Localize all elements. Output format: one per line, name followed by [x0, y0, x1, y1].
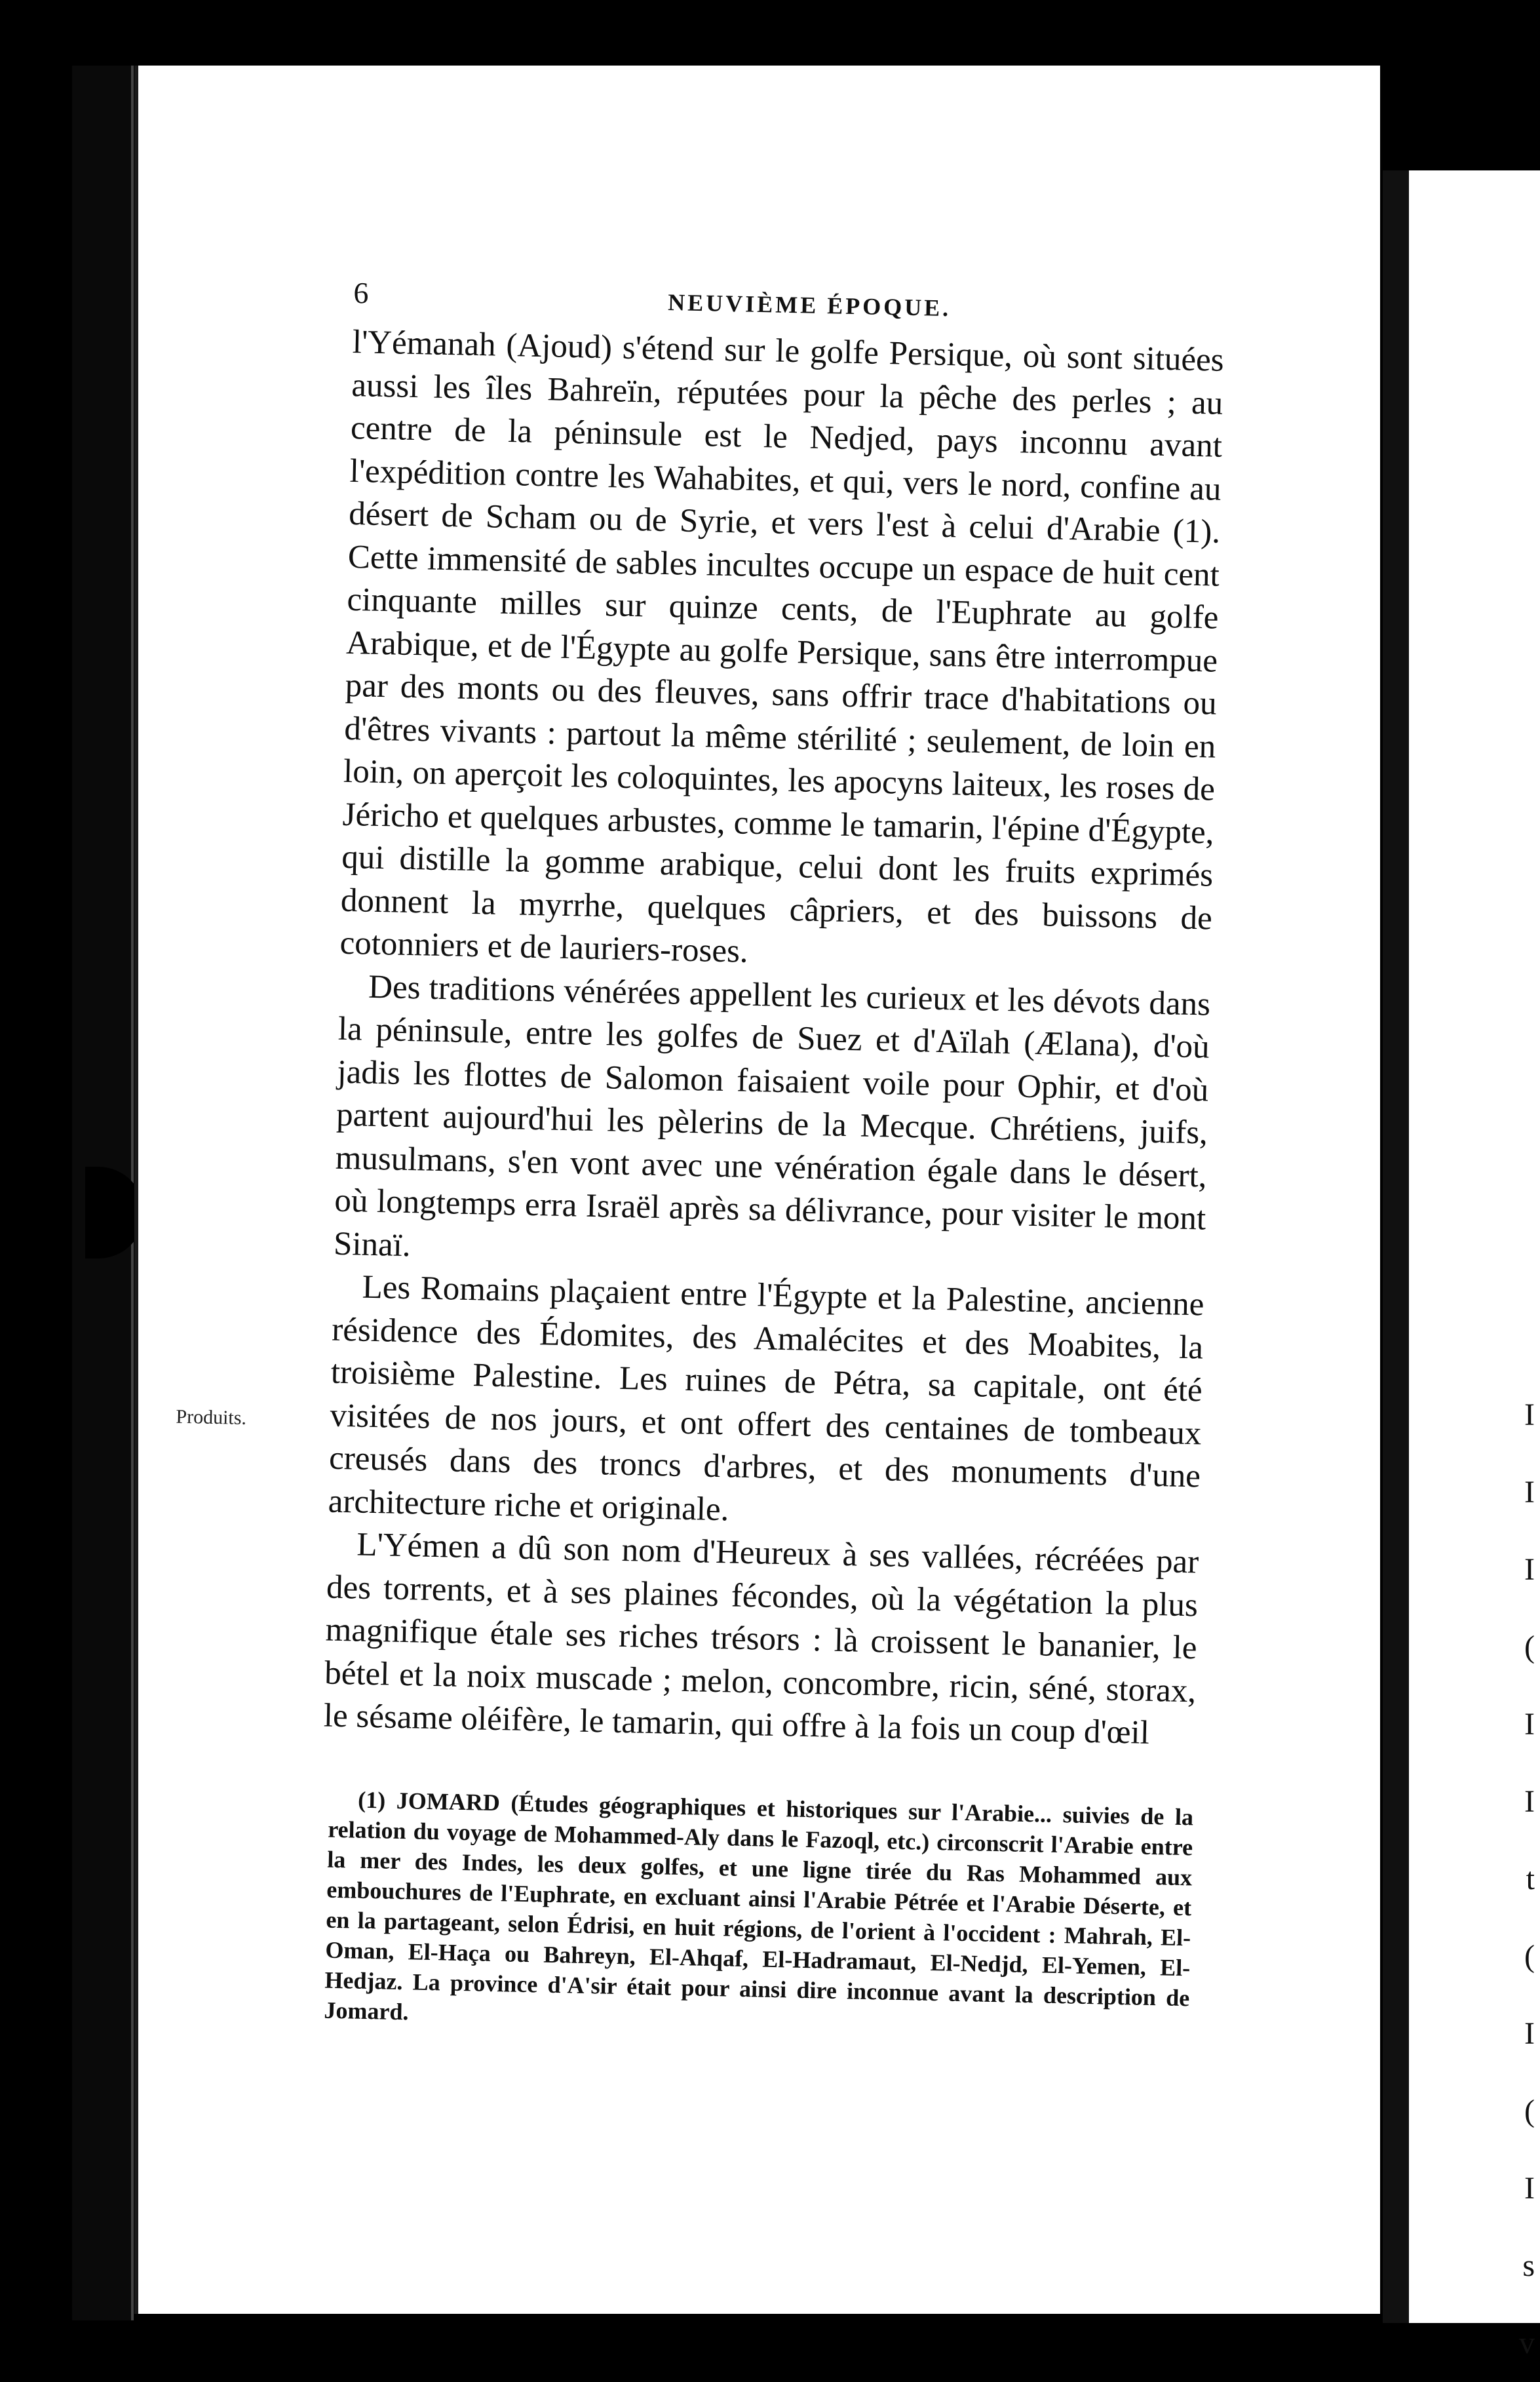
- page-content: [176, 275, 1225, 2043]
- paragraph: Des traditions vénérées appellent les curieux et les dévots dans la péninsule, entre les golfes de Suez et d'Aïlah (Ælana), d'où jadis les flottes de Salomon faisaient voile pour Ophir, et d'où partent aujourd'hui les pèlerins de la Mecque. Chrétiens, juifs, musulmans, s'en vont avec une vénération égale dans le désert, où longtemps erra Israël après sa délivrance, pour visiter le mont Sinaï.: [333, 968, 1211, 1264]
- facing-page-glyph: I: [1524, 1397, 1535, 1432]
- section-title: NEUVIÈME ÉPOQUE.: [667, 289, 952, 322]
- margin-note: Produits.: [176, 1405, 247, 1429]
- facing-page-glyph: s: [1522, 2248, 1535, 2283]
- facing-page-glyph: I: [1524, 2171, 1535, 2206]
- footnote: (1) JOMARD (Études géographiques et historiques sur l'Arabie... suivies de la relation du voyage de Mohammed-Aly dans le Fazoql, etc.) circonscrit l'Arabie entre la mer des Indes, les deux golfes, et une ligne tirée du Ras Mohammed aux embouchures de l'Euphrate, en excluant ainsi l'Arabie Pétrée et l'Arabie Déserte, et en la partageant, selon Édrisi, en huit régions, de l'orient à l'occident : Mahrah, El-Oman, El-Haça ou Bahreyn, El-Ahqaf, El-Hadramaut, El-Nedjd, El-Yemen, El-Hedjaz. La province d'A'sir était pour ainsi dire inconnue avant la description de Jomard.: [324, 1786, 1194, 2025]
- paragraph: l'Yémanah (Ajoud) s'étend sur le golfe Persique, où sont situées aussi les îles Bahreïn, réputées pour la pêche des perles ; au centre de la péninsule est le Nedjed, pays inconnu avant l'expédition contre les Wahabites, et qui, vers le nord, confine au désert de Scham ou de Syrie, et vers l'est à celui d'Arabie (1). Cette immensité de sables incultes occupe un espace de huit cent cinquante milles sur quinze cents, de l'Euphrate au golfe Arabique, et de l'Égypte au golfe Persique, sans être interrompue par des monts ou des fleuves, sans offrir trace d'habitations ou d'êtres vivants : partout la même stérilité ; seulement, de loin en loin, on aperçoit les coloquintes, les apocyns laiteux, les roses de Jéricho et quelques arbustes, comme le tamarin, l'épine d'Égypte, qui distille la gomme arabique, celui dont les fruits exprimés donnent la myrrhe, quelques câpriers, et des buissons de cotonniers et de lauriers-roses.: [339, 323, 1225, 970]
- page-number: 6: [353, 275, 369, 310]
- facing-page-glyph: v: [1519, 2326, 1535, 2360]
- facing-page-glyph: (: [1524, 1630, 1535, 1664]
- facing-page-glyph: I: [1524, 1784, 1535, 1819]
- facing-page-glyph: t: [1526, 1862, 1535, 1896]
- body-text: [323, 321, 1224, 1756]
- facing-page-edge: [1383, 170, 1540, 2360]
- facing-page-glyph: (: [1524, 2094, 1535, 2128]
- paragraph: Les Romains plaçaient entre l'Égypte et la Palestine, ancienne résidence des Édomites, des Amalécites et des Moabites, la troisième Palestine. Les ruines de Pétra, sa capitale, ont été visitées de nos jours, et ont offert des centaines de tombeaux creusés dans des troncs d'arbres, et des monuments d'une architecture riche et originale.: [328, 1268, 1204, 1528]
- facing-page-glyph: I: [1524, 1552, 1535, 1587]
- facing-page-glyph: (: [1524, 1939, 1535, 1974]
- facing-page-glyph: I: [1524, 1475, 1535, 1510]
- facing-page-glyph: I: [1524, 1707, 1535, 1742]
- facing-page-glyph: I: [1524, 2016, 1535, 2051]
- paragraph: L'Yémen a dû son nom d'Heureux à ses vallées, récréées par des torrents, et à ses plaines fécondes, où la végétation la plus magnifique étale ses riches trésors : là croissent le bananier, le bétel et la noix muscade ; melon, concombre, ricin, séné, storax, le sésame oléifère, le tamarin, qui offre à la fois un coup d'œil: [323, 1526, 1199, 1751]
- facing-page-glyphs: [1509, 1376, 1535, 2382]
